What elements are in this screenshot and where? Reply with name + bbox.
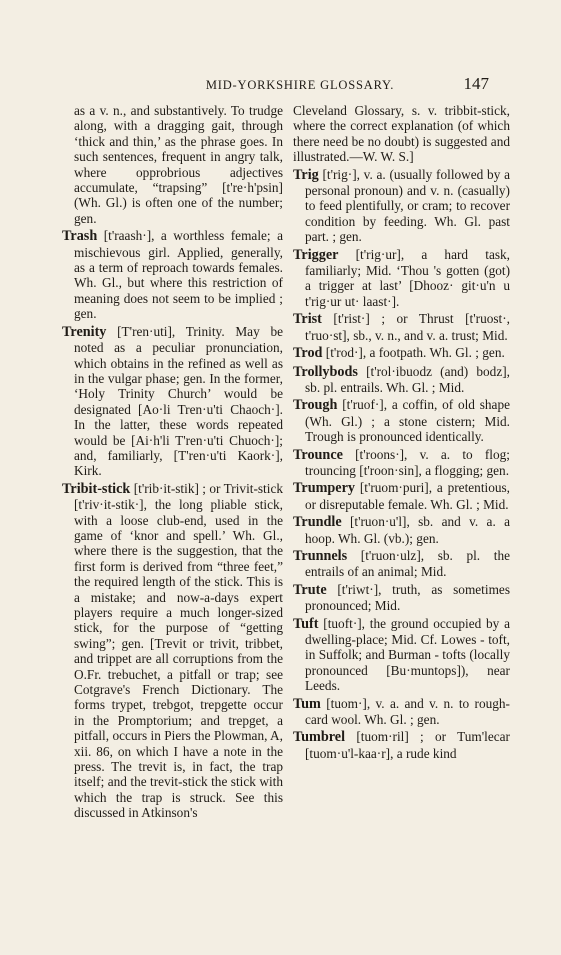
entry-headword: Tumbrel (293, 729, 346, 746)
entry-definition: [t'rig·ur], a hard task, familiarly; Mid. ‘Thou 's gotten (got) a trigger at last’ [Dhooz· git·u'n u t'rig·ur ut· laast·]. (305, 246, 510, 309)
entry-headword: Trute (293, 581, 327, 598)
glossary-entry (293, 729, 510, 761)
entry-definition: [t'rist·] ; or Thrust [t'ruost·, t'ruo·st], sb., v. n., and v. a. trust; Mid. (305, 311, 510, 343)
glossary-entry (293, 364, 510, 396)
continued-entry-text: Cleveland Glossary, s. v. tribbit-stick, where the correct explanation (of which there need be no doubt) is suggested and illustrated.—W. W. S.] (293, 103, 510, 165)
entry-headword: Trist (293, 311, 322, 328)
entry-headword: Trig (293, 166, 319, 183)
entry-definition: [t'ruon·u'l], sb. and v. a. a hoop. Wh. Gl. (vb.); gen. (305, 514, 510, 546)
entry-headword: Trigger (293, 246, 339, 263)
glossary-entry (293, 696, 510, 728)
right-column (293, 103, 510, 761)
running-header: MID-YORKSHIRE GLOSSARY. (205, 78, 395, 92)
entry-headword: Tribit-stick (62, 480, 131, 497)
left-column (62, 103, 283, 821)
glossary-entry (293, 616, 510, 694)
entry-headword: Trundle (293, 514, 342, 531)
glossary-entry (293, 167, 510, 245)
entry-definition: [t'rig·], v. a. (usually followed by a personal pronoun) and v. n. (casually) to feed plentifully, or cram; to recover condition by feeding. Wh. Gl. past part. ; gen. (305, 166, 510, 245)
glossary-entry (62, 481, 283, 821)
entry-definition: [t'riwt·], truth, as sometimes pronounced; Mid. (305, 581, 510, 614)
entry-headword: Trash (62, 228, 98, 245)
entry-headword: Trounce (293, 446, 343, 463)
glossary-entry (293, 345, 510, 361)
glossary-entry (293, 548, 510, 580)
page-number: 147 (463, 74, 489, 93)
entry-headword: Trollybods (293, 363, 358, 380)
entry-headword: Trumpery (293, 480, 355, 497)
entry-headword: Trunnels (293, 547, 348, 564)
entry-definition: [tuoft·], the ground occupied by a dwelling-place; Mid. Cf. Lowes - toft, in Suffolk; and Burman - tofts (locally pronounced [Bu·muntops]), near Leeds. (305, 615, 510, 694)
entry-definition: [tuom·ril] ; or Tum'lecar [tuom·u'l-kaa·r], a rude kind (305, 729, 510, 761)
glossary-entry (62, 228, 283, 321)
entry-definition: [t'ruom·puri], a pretentious, or disreputable female. Wh. Gl. ; Mid. (305, 480, 510, 512)
entry-definition: [t'rol·ibuodz (and) bodz], sb. pl. entrails. Wh. Gl. ; Mid. (305, 363, 510, 395)
entry-definition: [t'raash·], a worthless female; a mischievous girl. Applied, generally, as a term of reproach towards females. Wh. Gl., but where this restriction of meaning does not seem to be implied ; gen. (74, 228, 283, 322)
entry-definition: [T'ren·uti], Trinity. May be noted as a peculiar pronunciation, which obtains in the refined as well as in the vulgar phase; gen. In the former, ‘Holy Trinity Church’ would be designated [Ao·li Tren·u'ti Chaoch·]. In the latter, these words repeated would be [Ai·h'li T'ren·u'ti Chuoch·]; and, familiarly, [T'ren·u'ti Kaork·], Kirk. (74, 323, 283, 479)
glossary-entry (293, 397, 510, 444)
entry-headword: Tum (293, 695, 321, 712)
entry-definition: [tuom·], v. a. and v. n. to rough-card wool. Wh. Gl. ; gen. (305, 695, 510, 728)
entry-definition: [t'rod·], a footpath. Wh. Gl. ; gen. (322, 345, 505, 361)
entry-definition: [t'roons·], v. a. to flog; trouncing [t'roon·sin], a flogging; gen. (305, 446, 510, 478)
continued-entry-text: as a v. n., and substantively. To trudge along, with a dragging gait, through ‘thick and thin,’ as the phrase goes. In such sentences, frequent in angry talk, where opprobrious adjectives accumulate, “trapsing” [t're·h'psin] (Wh. Gl.) is often one of the number; gen. (74, 103, 283, 226)
entry-definition: [t'ruof·], a coffin, of old shape (Wh. Gl.) ; a stone cistern; Mid. Trough is pronounced identically. (305, 397, 510, 445)
entry-headword: Trough (293, 397, 338, 414)
glossary-entry (293, 514, 510, 546)
entry-headword: Tuft (293, 615, 319, 632)
glossary-entry (293, 311, 510, 343)
glossary-entry (293, 247, 510, 310)
entry-definition: [t'rib·it-stik] ; or Trivit-stick [t'riv·it-stik·], the long pliable stick, with a loose club-end, used in the game of ‘knor and spell.’ Wh. Gl., where there is the suggestion, that the first form is derived from “three feet,” the required length of the stick. This is a mistake; and now-a-days expert players require a much longer-sized stick, for the purpose of “getting swing”; gen. [Trevit or trivit, tribbet, and trippet are all corruptions from the O.Fr. trebuchet, a pitfall or trap; see Cotgrave's French Dictionary. The forms trypet, trebgot, trepgette occur in the Promptorium; and trepget, a pitfall, occurs in Piers the Plowman, A, xii. 86, on which I have a note in the press. The trevit is, in fact, the trap itself; and the trevit-stick the stick with which the trap is struck. See this discussed in Atkinson's (74, 480, 283, 821)
entry-headword: Trod (293, 345, 323, 362)
entry-definition: [t'ruon·ulz], sb. pl. the entrails of an animal; Mid. (305, 547, 510, 580)
glossary-entry (293, 582, 510, 614)
glossary-entry (293, 480, 510, 512)
glossary-entry (293, 447, 510, 479)
entry-headword: Trenity (62, 323, 107, 340)
glossary-entry (62, 324, 283, 479)
